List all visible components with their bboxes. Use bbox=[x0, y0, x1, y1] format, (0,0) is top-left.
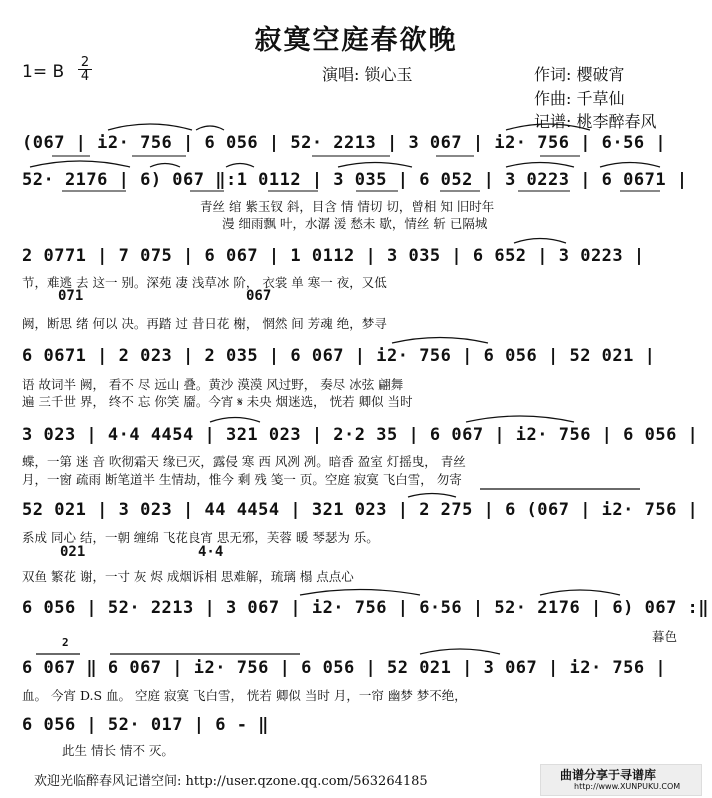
meter-top: 2 bbox=[80, 55, 90, 70]
alt-notes-row-3-b: 067 bbox=[246, 288, 272, 304]
transcriber-credit: 记谱: 桃李醉春风 bbox=[534, 112, 657, 131]
singer-credit: 演唱: 锁心玉 bbox=[322, 65, 413, 84]
notation-row-2: 52· 2176 | 6) 067 ‖:1 0112 | 3 035 | 6 052 | 3 0223 | 6 0671 | bbox=[22, 170, 688, 190]
notation-row-1: (067 | i2· 756 | 6 056 | 52· 2213 | 3 067 | i2· 756 | 6·56 | bbox=[22, 133, 667, 153]
composer-credit: 作曲: 千草仙 bbox=[534, 89, 625, 108]
volta-ending-number: 2 bbox=[62, 636, 69, 649]
notation-row-4: 6 0671 | 2 023 | 2 035 | 6 067 | i2· 756 | 6 056 | 52 021 | bbox=[22, 346, 656, 366]
lyric-row-6-verse-2: 双鱼 繁花 谢，一寸 灰 烬 成烟诉相 思难解，琉璃 榻 点点心 bbox=[22, 569, 354, 584]
key-signature: 1= B bbox=[22, 62, 65, 82]
watermark-text: 曲谱分享于寻谱库 bbox=[560, 768, 657, 782]
lyric-row-8: 血。 今宵 D.S 血。 空庭 寂寞 飞白雪， 恍若 卿似 当时 月，一帘 幽梦 梦不绝， bbox=[22, 688, 467, 703]
lyric-row-9: 此生 情长 情不 灭。 bbox=[62, 743, 174, 758]
lyric-row-5-verse-2: 月，一窗 疏雨 断笔道半 生情劫，惟今 剩 残 笺一 页。空庭 寂寞 飞白雪， 勿寄 bbox=[22, 472, 462, 487]
watermark-url: http://www.XUNPUKU.COM bbox=[574, 782, 681, 791]
footer-credit: 欢迎光临醉春风记谱空间: http://user.qzone.qq.com/563264185 bbox=[34, 774, 428, 789]
lyric-row-3-verse-1: 节，难逃 去 这一 别。深苑 凄 浅草冰 阶， 衣裳 单 寒一 夜，又低 bbox=[22, 275, 387, 290]
alt-notes-row-6-b: 4·4 bbox=[198, 544, 224, 560]
alt-notes-row-6-a: 021 bbox=[60, 544, 86, 560]
lyric-row-4-verse-1: 语 故词半 阙， 看不 尽 远山 叠。黄沙 漠漠 风过野， 奏尽 冰弦 翩舞 bbox=[22, 377, 404, 392]
notation-row-7: 6 056 | 52· 2213 | 3 067 | i2· 756 | 6·56 | 52· 2176 | 6) 067 :‖ bbox=[22, 598, 710, 618]
lyricist-credit: 作词: 樱破宵 bbox=[534, 65, 625, 84]
lyric-row-5-verse-1: 蝶，一第 迷 音 吹彻霜天 缘已灭，露侵 寒 西 风冽 冽。暗香 盈室 灯摇曳， 青丝 bbox=[22, 454, 466, 469]
notation-row-5: 3 023 | 4·4 4454 | 321 023 | 2·2 35 | 6 067 | i2· 756 | 6 056 | bbox=[22, 425, 699, 445]
notation-row-8: 6 067 ‖ 6 067 | i2· 756 | 6 056 | 52 021 | 3 067 | i2· 756 | bbox=[22, 658, 667, 678]
score-title: 寂寞空庭春欲晚 bbox=[254, 25, 458, 56]
lyric-row-4-verse-2: 遍 三千世 界， 终不 忘 你笑 靥。今宵 𝄋 未央 烟迷选， 恍若 卿似 当时 bbox=[22, 394, 413, 409]
meter-bottom: 4 bbox=[78, 69, 92, 83]
lyric-row-6-verse-1: 系成 同心 结，一朝 缠绵 飞花良宵 思无邪，芙蓉 暖 琴瑟为 乐。 bbox=[22, 530, 379, 545]
notation-row-3: 2 0771 | 7 075 | 6 067 | 1 0112 | 3 035 | 6 652 | 3 0223 | bbox=[22, 246, 645, 266]
lyric-row-7: 暮色 bbox=[652, 629, 678, 644]
notation-row-9: 6 056 | 52· 017 | 6 - ‖ bbox=[22, 715, 269, 735]
lyric-row-3-verse-2: 阙，断思 绪 何以 决。再踏 过 昔日花 榭， 惘然 间 芳魂 绝，梦寻 bbox=[22, 316, 387, 331]
lyric-row-2-verse-2: 漫 细雨飘 叶，水潺 湲 愁未 歇，情丝 斩 已隔城 bbox=[222, 216, 488, 231]
lyric-row-2-verse-1: 青丝 绾 紫玉钗 斜，目含 情 情切 切，曾相 知 旧时年 bbox=[200, 199, 495, 214]
notation-row-6: 52 021 | 3 023 | 44 4454 | 321 023 | 2 275 | 6 (067 | i2· 756 | bbox=[22, 500, 699, 520]
alt-notes-row-3-a: 071 bbox=[58, 288, 84, 304]
